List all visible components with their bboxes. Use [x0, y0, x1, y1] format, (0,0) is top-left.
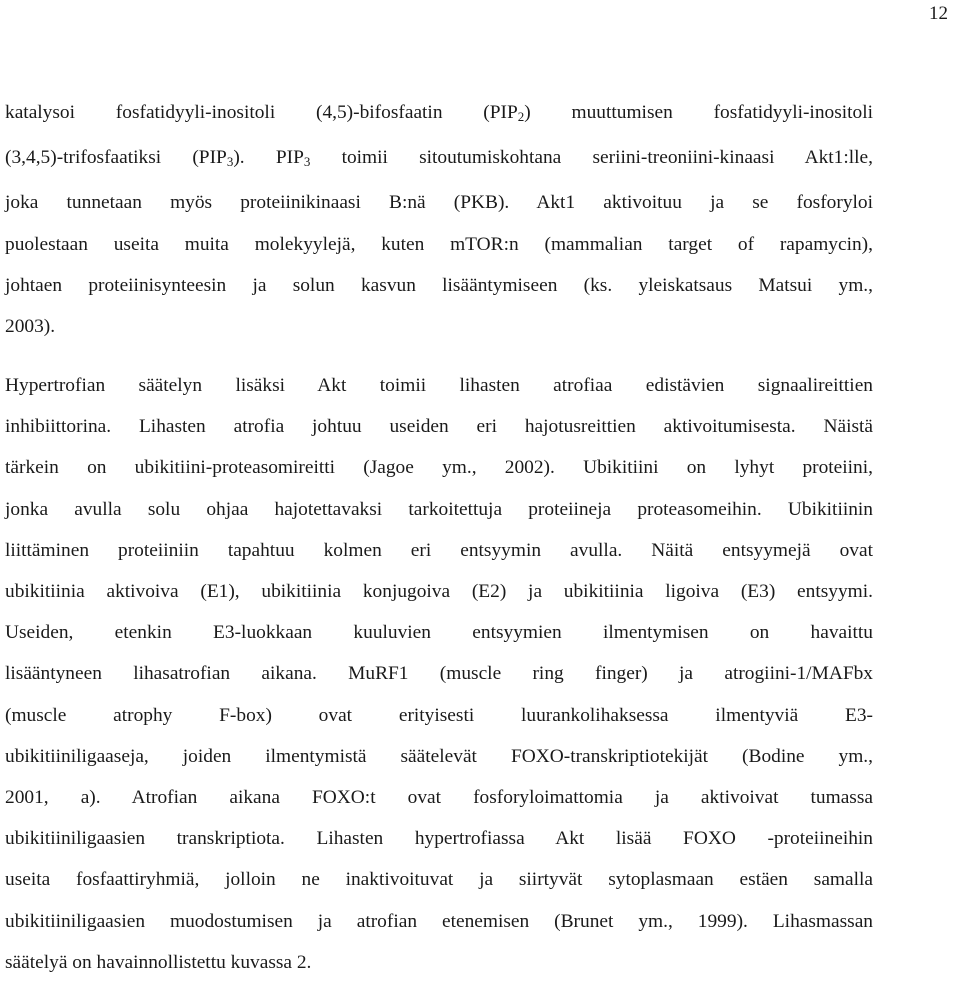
text-line: Hypertrofian säätelyn lisäksi Akt toimii lihasten atrofiaa edistävien signaalireittien	[5, 375, 873, 396]
subscript: 2	[517, 109, 525, 124]
text-line: 2001, a). Atrofian aikana FOXO:t ovat fosforyloimattomia ja aktivoivat tumassa	[5, 787, 873, 809]
text-line: säätelyä on havainnollistettu kuvassa 2.	[5, 951, 312, 973]
text-line: tärkein on ubikitiini-proteasomireitti (Jagoe ym., 2002). Ubikitiini on lyhyt proteiini,	[5, 457, 873, 479]
text-line: liittäminen proteiiniin tapahtuu kolmen eri entsyymin avulla. Näitä entsyymejä ovat	[5, 539, 873, 561]
text-line: ubikitiiniligaasien transkriptiota. Lihasten hypertrofiassa Akt lisää FOXO -proteiineihin	[5, 828, 873, 850]
text-line: ubikitiiniligaaseja, joiden ilmentymistä säätelevät FOXO-transkriptiotekijät (Bodine ym.,	[5, 745, 873, 767]
text-line: johtaen proteiinisynteesin ja solun kasvun lisääntymiseen (ks. yleiskatsaus Matsui ym.,	[5, 274, 873, 296]
page-number: 12	[929, 3, 948, 24]
text-line: joka tunnetaan myös proteiinikinaasi B:nä (PKB). Akt1 aktivoituu ja se fosforyloi	[5, 192, 873, 214]
text-line: useita fosfaattiryhmiä, jolloin ne inaktivoituvat ja siirtyvät sytoplasmaan estäen samalla	[5, 869, 873, 891]
text-line: (muscle atrophy F-box) ovat erityisesti luurankolihaksessa ilmentyviä E3-	[5, 704, 873, 726]
text-line: Useiden, etenkin E3-luokkaan kuuluvien entsyymien ilmentymisen on havaittu	[5, 622, 873, 644]
text-line: katalysoi fosfatidyyli-inositoli (4,5)-bifosfaatin $(PIP_2)$ muuttumisen fosfatidyyli-inositoli	[5, 102, 873, 124]
text-line: 2003).	[5, 316, 56, 338]
text-line: puolestaan useita muita molekyylejä, kuten mTOR:n (mammalian target of rapamycin),	[5, 233, 873, 255]
subscript: 3	[303, 154, 311, 170]
text-line: lisääntyneen lihasatrofian aikana. MuRF1 (muscle ring finger) ja atrogiini-1/MAFbx	[5, 663, 873, 685]
subscript: 3	[226, 154, 234, 170]
text-line: jonka avulla solu ohjaa hajotettavaksi tarkoitettuja proteiineja proteasomeihin. Ubikitiinin	[5, 498, 873, 520]
paragraph-1	[5, 92, 873, 347]
paragraph-2	[5, 365, 873, 983]
text-line: inhibiittorina. Lihasten atrofia johtuu useiden eri hajotusreittien aktivoitumisesta. Näistä	[5, 416, 873, 438]
text-line: ubikitiiniligaasien muodostumisen ja atrofian etenemisen (Brunet ym., 1999). Lihasmassan	[5, 910, 873, 932]
text-line: ubikitiinia aktivoiva (E1), ubikitiinia konjugoiva (E2) ja ubikitiinia ligoiva (E3) entsyymi.	[5, 581, 873, 603]
text-line: (3,4,5)-trifosfaatiksi $(PIP_3)$. $PIP_3$ toimii sitoutumiskohtana seriini-treoniini-kinaasi Akt1:lle,	[5, 147, 873, 170]
